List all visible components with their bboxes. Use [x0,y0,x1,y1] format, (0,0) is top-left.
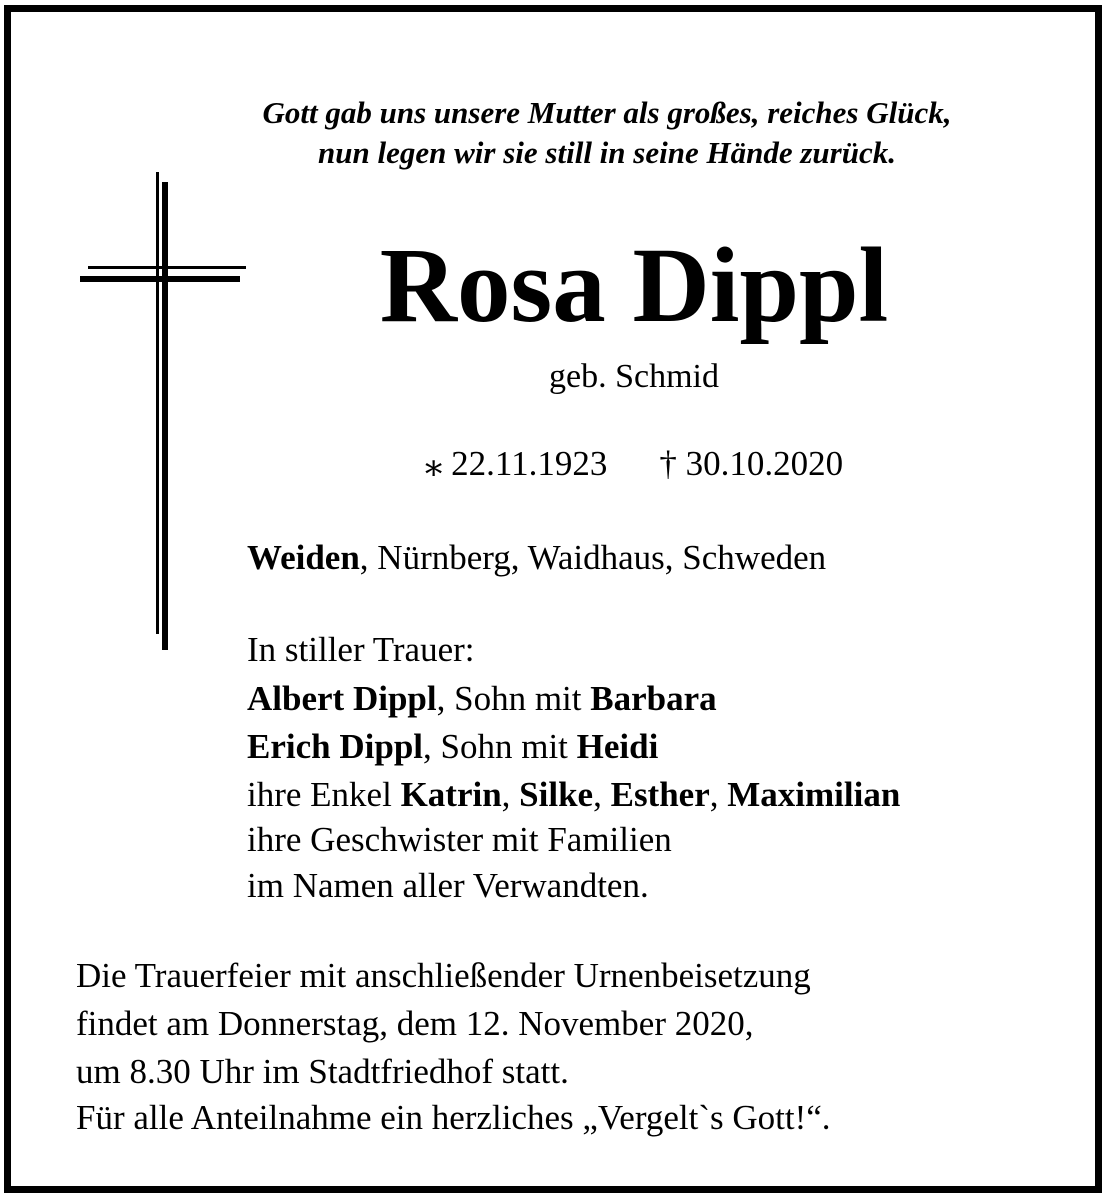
grandchildren-prefix: ihre Enkel [247,775,401,814]
footer-line-1: Die Trauerfeier mit anschließender Urnenbeisetzung [76,956,811,995]
life-dates [240,442,1028,486]
son-1-name: Albert Dippl [247,679,437,718]
grandchild-name: Maximilian [727,775,901,814]
grandchild-name: Silke [519,775,594,814]
place-rest: , Nürnberg, Waidhaus, Schweden [359,538,827,577]
birth-date: 22.11.1923 [451,444,608,483]
places [247,536,826,580]
son-1-relation: , Sohn mit [436,679,591,718]
birth-star-icon: ⁎ [424,444,443,483]
footer-line-3: um 8.30 Uhr im Stadtfriedhof statt. [76,1052,569,1091]
son-2-partner: Heidi [576,727,659,766]
mourners-intro: In stiller Trauer: [247,630,475,669]
mourner-relatives: im Namen aller Verwandten. [247,866,649,905]
place-main: Weiden [247,538,360,577]
death-cross-icon: † [659,444,677,483]
mourner-son-2 [247,725,658,769]
mourner-siblings: ihre Geschwister mit Familien [247,820,672,859]
mourner-grandchildren: ihre Enkel Katrin, Silke, Esther, Maximilian [247,775,901,814]
motto-line-1: Gott gab uns unsere Mutter als großes, reiches Glück, [262,95,952,130]
son-1-partner: Barbara [590,679,717,718]
son-2-relation: , Sohn mit [423,727,577,766]
mourner-son-1 [247,677,717,721]
maiden-name: geb. Schmid [549,358,719,395]
son-2-name: Erich Dippl [247,727,424,766]
motto-line-2: nun legen wir sie still in seine Hände zurück. [318,135,896,170]
footer-line-2: findet am Donnerstag, dem 12. November 2020, [76,1004,754,1043]
death-date: 30.10.2020 [685,444,844,483]
deceased-name: Rosa Dippl [379,227,889,345]
grandchild-name: Esther [610,775,710,814]
footer-line-4: Für alle Anteilnahme ein herzliches „Vergelt`s Gott!“. [76,1098,831,1137]
grandchild-name: Katrin [400,775,502,814]
